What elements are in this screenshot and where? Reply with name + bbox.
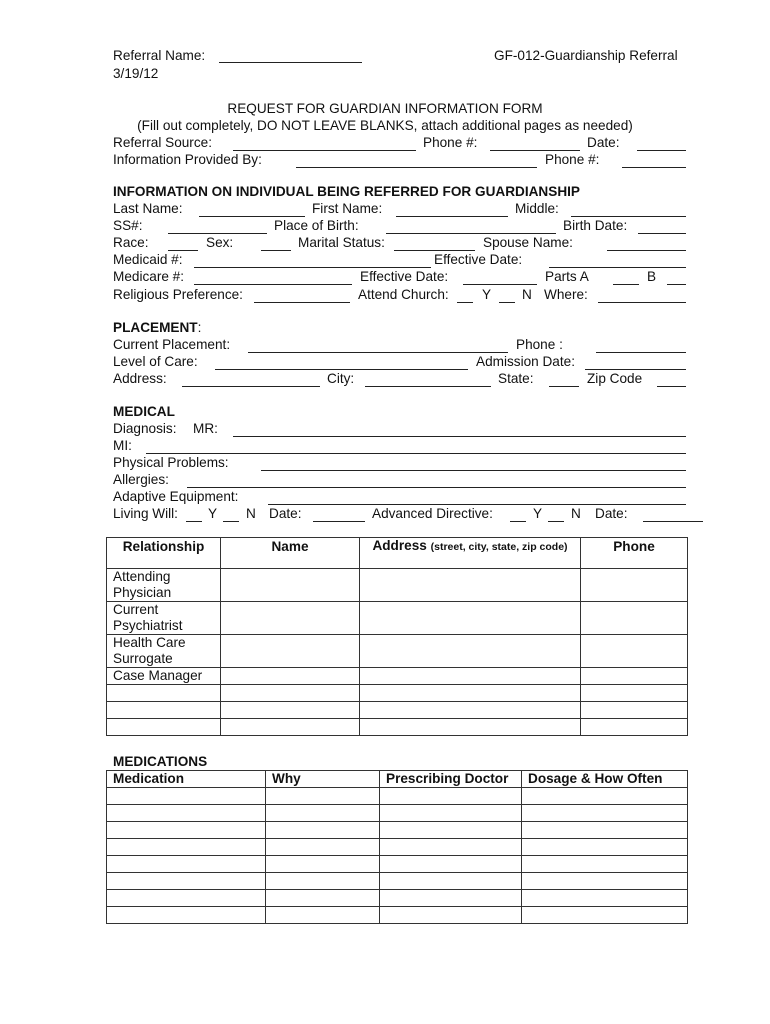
phone-cell[interactable] <box>581 719 688 736</box>
mr-label: MR: <box>193 421 218 436</box>
attend-church-yes-line[interactable] <box>457 302 473 303</box>
date-label: Date: <box>587 135 620 150</box>
living-will-date-label: Date: <box>269 506 302 521</box>
phone-line-1[interactable] <box>490 150 580 151</box>
phone-cell[interactable] <box>581 635 688 668</box>
address-line[interactable] <box>182 386 320 387</box>
marital-status-label: Marital Status: <box>298 235 385 250</box>
medicaid-label: Medicaid #: <box>113 252 183 267</box>
table-row <box>107 788 688 805</box>
advanced-directive-yes-line[interactable] <box>510 521 526 522</box>
name-cell[interactable] <box>221 719 360 736</box>
relationship-cell: Attending Physician <box>107 569 221 602</box>
phone-cell[interactable] <box>581 685 688 702</box>
relationship-cell[interactable] <box>107 719 221 736</box>
admission-date-line[interactable] <box>585 369 686 370</box>
parts-b-label: B <box>647 269 657 284</box>
medications-table <box>106 770 688 924</box>
why-cell[interactable] <box>266 907 380 924</box>
why-cell[interactable] <box>266 890 380 907</box>
placement-heading-text: PLACEMENT <box>113 320 198 335</box>
current-placement-line[interactable] <box>248 352 508 353</box>
address-cell[interactable] <box>360 685 581 702</box>
address-cell[interactable] <box>360 702 581 719</box>
last-name-line[interactable] <box>199 216 305 217</box>
religious-pref-label: Religious Preference: <box>113 287 243 302</box>
attend-church-yes: Y <box>482 287 492 302</box>
medication-cell[interactable] <box>107 788 266 805</box>
dosage-cell[interactable] <box>522 805 688 822</box>
placement-phone-line[interactable] <box>596 352 686 353</box>
medication-header: Medication <box>107 771 266 788</box>
form-code: GF-012-Guardianship Referral <box>494 48 678 63</box>
medication-cell[interactable] <box>107 907 266 924</box>
why-cell[interactable] <box>266 822 380 839</box>
middle-label: Middle: <box>515 201 559 216</box>
why-cell[interactable] <box>266 839 380 856</box>
form-date: 3/19/12 <box>113 66 159 81</box>
dosage-cell[interactable] <box>522 822 688 839</box>
relationship-cell[interactable] <box>107 685 221 702</box>
medicare-label: Medicare #: <box>113 269 185 284</box>
prescribing-doctor-cell[interactable] <box>380 839 522 856</box>
prescribing-doctor-header: Prescribing Doctor <box>380 771 522 788</box>
medical-heading: MEDICAL <box>113 404 175 419</box>
parts-a-line[interactable] <box>613 284 639 285</box>
physical-problems-label: Physical Problems: <box>113 455 229 470</box>
prescribing-doctor-cell[interactable] <box>380 788 522 805</box>
phone-header: Phone <box>581 538 688 569</box>
table-row <box>107 635 688 668</box>
relationship-cell: Current Psychiatrist <box>107 602 221 635</box>
table-row <box>107 839 688 856</box>
marital-status-line[interactable] <box>394 250 475 251</box>
medication-cell[interactable] <box>107 822 266 839</box>
diagnosis-label: Diagnosis: <box>113 421 177 436</box>
prescribing-doctor-cell[interactable] <box>380 890 522 907</box>
where-line[interactable] <box>598 302 686 303</box>
city-line[interactable] <box>365 386 491 387</box>
sex-line[interactable] <box>261 250 291 251</box>
allergies-label: Allergies: <box>113 472 169 487</box>
adaptive-equipment-label: Adaptive Equipment: <box>113 489 239 504</box>
spouse-name-label: Spouse Name: <box>483 235 573 250</box>
sex-label: Sex: <box>206 235 234 250</box>
table-row <box>107 856 688 873</box>
mi-label: MI: <box>113 438 132 453</box>
relationship-cell: Health Care Surrogate <box>107 635 221 668</box>
current-placement-label: Current Placement: <box>113 337 231 352</box>
date-line[interactable] <box>637 150 686 151</box>
ss-label: SS#: <box>113 218 143 233</box>
admission-date-label: Admission Date: <box>476 354 575 369</box>
table-row <box>107 890 688 907</box>
table-row <box>107 602 688 635</box>
effective-date-line-2[interactable] <box>463 284 537 285</box>
spouse-name-line[interactable] <box>607 250 686 251</box>
effective-date-label-2: Effective Date: <box>360 269 449 284</box>
first-name-label: First Name: <box>312 201 383 216</box>
phone-label-2: Phone #: <box>545 152 600 167</box>
dosage-cell[interactable] <box>522 907 688 924</box>
advanced-directive-yes: Y <box>533 506 543 521</box>
name-header: Name <box>221 538 360 569</box>
dosage-cell[interactable] <box>522 890 688 907</box>
mi-line[interactable] <box>146 453 686 454</box>
table-row <box>107 719 688 736</box>
race-label: Race: <box>113 235 149 250</box>
form-title: REQUEST FOR GUARDIAN INFORMATION FORM <box>227 101 543 116</box>
advanced-directive-date-label: Date: <box>595 506 628 521</box>
advanced-directive-no: N <box>571 506 581 521</box>
living-will-no-line[interactable] <box>223 521 239 522</box>
medicare-line[interactable] <box>194 284 352 285</box>
name-cell[interactable] <box>221 702 360 719</box>
phone-cell[interactable] <box>581 569 688 602</box>
table-row <box>107 822 688 839</box>
medications-header-row <box>107 771 688 788</box>
info-provided-line[interactable] <box>296 167 537 168</box>
name-cell[interactable] <box>221 569 360 602</box>
table-row <box>107 702 688 719</box>
why-cell[interactable] <box>266 805 380 822</box>
phone-line-2[interactable] <box>622 167 686 168</box>
address-cell[interactable] <box>360 719 581 736</box>
advanced-directive-label: Advanced Directive: <box>372 506 493 521</box>
prescribing-doctor-cell[interactable] <box>380 805 522 822</box>
individual-heading: INFORMATION ON INDIVIDUAL BEING REFERRED FOR GUARDIANSHIP <box>113 184 580 199</box>
medications-heading: MEDICATIONS <box>113 754 208 769</box>
table-row <box>107 873 688 890</box>
attend-church-no: N <box>522 287 532 302</box>
medication-cell[interactable] <box>107 890 266 907</box>
dosage-cell[interactable] <box>522 856 688 873</box>
mr-line[interactable] <box>233 436 686 437</box>
referral-name-line[interactable] <box>219 62 362 63</box>
adaptive-equipment-line[interactable] <box>268 504 686 505</box>
advanced-directive-no-line[interactable] <box>548 521 564 522</box>
table-row <box>107 668 688 685</box>
last-name-label: Last Name: <box>113 201 183 216</box>
relationship-cell: Case Manager <box>107 668 221 685</box>
place-of-birth-line[interactable] <box>386 233 556 234</box>
address-header-text: Address <box>372 538 427 553</box>
referral-name-label: Referral Name: <box>113 48 206 63</box>
name-cell[interactable] <box>221 685 360 702</box>
address-label: Address: <box>113 371 167 386</box>
zip-code-line[interactable] <box>657 386 686 387</box>
state-line[interactable] <box>549 386 579 387</box>
physical-problems-line[interactable] <box>261 470 686 471</box>
living-will-yes-line[interactable] <box>186 521 202 522</box>
contacts-header-row <box>107 538 688 569</box>
prescribing-doctor-cell[interactable] <box>380 907 522 924</box>
place-of-birth-label: Place of Birth: <box>274 218 359 233</box>
birth-date-line[interactable] <box>638 233 686 234</box>
referral-source-label: Referral Source: <box>113 135 212 150</box>
phone-cell[interactable] <box>581 702 688 719</box>
race-line[interactable] <box>168 250 198 251</box>
why-cell[interactable] <box>266 873 380 890</box>
address-header-sub: (street, city, state, zip code) <box>430 541 568 553</box>
why-cell[interactable] <box>266 788 380 805</box>
medication-cell[interactable] <box>107 805 266 822</box>
table-row <box>107 805 688 822</box>
effective-date-line-1[interactable] <box>549 267 686 268</box>
state-label: State: <box>498 371 534 386</box>
address-cell[interactable] <box>360 602 581 635</box>
address-header <box>360 538 581 569</box>
placement-heading <box>113 320 201 336</box>
living-will-yes: Y <box>208 506 218 521</box>
phone-label-1: Phone #: <box>423 135 478 150</box>
level-of-care-label: Level of Care: <box>113 354 198 369</box>
prescribing-doctor-cell[interactable] <box>380 856 522 873</box>
dosage-cell[interactable] <box>522 873 688 890</box>
middle-line[interactable] <box>571 216 686 217</box>
medication-cell[interactable] <box>107 839 266 856</box>
dosage-header: Dosage & How Often <box>522 771 688 788</box>
dosage-cell[interactable] <box>522 788 688 805</box>
name-cell[interactable] <box>221 635 360 668</box>
name-cell[interactable] <box>221 668 360 685</box>
medication-cell[interactable] <box>107 873 266 890</box>
phone-cell[interactable] <box>581 602 688 635</box>
allergies-line[interactable] <box>187 487 686 488</box>
name-cell[interactable] <box>221 602 360 635</box>
info-provided-label: Information Provided By: <box>113 152 262 167</box>
phone-cell[interactable] <box>581 668 688 685</box>
medication-cell[interactable] <box>107 856 266 873</box>
first-name-line[interactable] <box>396 216 508 217</box>
religious-pref-line[interactable] <box>254 302 350 303</box>
living-will-date-line[interactable] <box>313 521 365 522</box>
referral-source-line[interactable] <box>233 150 416 151</box>
contacts-table <box>106 537 688 736</box>
attend-church-label: Attend Church: <box>358 287 449 302</box>
zip-code-label: Zip Code <box>587 371 643 386</box>
table-row <box>107 569 688 602</box>
attend-church-no-line[interactable] <box>499 302 515 303</box>
birth-date-label: Birth Date: <box>563 218 628 233</box>
relationship-header: Relationship <box>107 538 221 569</box>
address-cell[interactable] <box>360 635 581 668</box>
address-cell[interactable] <box>360 668 581 685</box>
why-header: Why <box>266 771 380 788</box>
living-will-no: N <box>246 506 256 521</box>
parts-b-line[interactable] <box>667 284 686 285</box>
effective-date-label-1: Effective Date: <box>434 252 523 267</box>
address-cell[interactable] <box>360 569 581 602</box>
why-cell[interactable] <box>266 856 380 873</box>
city-label: City: <box>327 371 355 386</box>
ss-line[interactable] <box>168 233 267 234</box>
prescribing-doctor-cell[interactable] <box>380 873 522 890</box>
placement-phone-label: Phone : <box>516 337 563 352</box>
advanced-directive-date-line[interactable] <box>643 521 703 522</box>
table-row <box>107 907 688 924</box>
medicaid-line[interactable] <box>194 267 431 268</box>
table-row <box>107 685 688 702</box>
form-instructions: (Fill out completely, DO NOT LEAVE BLANKS, attach additional pages as needed) <box>137 118 633 133</box>
placement-colon: : <box>197 320 202 335</box>
relationship-cell[interactable] <box>107 702 221 719</box>
living-will-label: Living Will: <box>113 506 178 521</box>
where-label: Where: <box>544 287 588 302</box>
prescribing-doctor-cell[interactable] <box>380 822 522 839</box>
dosage-cell[interactable] <box>522 839 688 856</box>
level-of-care-line[interactable] <box>215 369 468 370</box>
parts-a-label: Parts A <box>545 269 589 284</box>
